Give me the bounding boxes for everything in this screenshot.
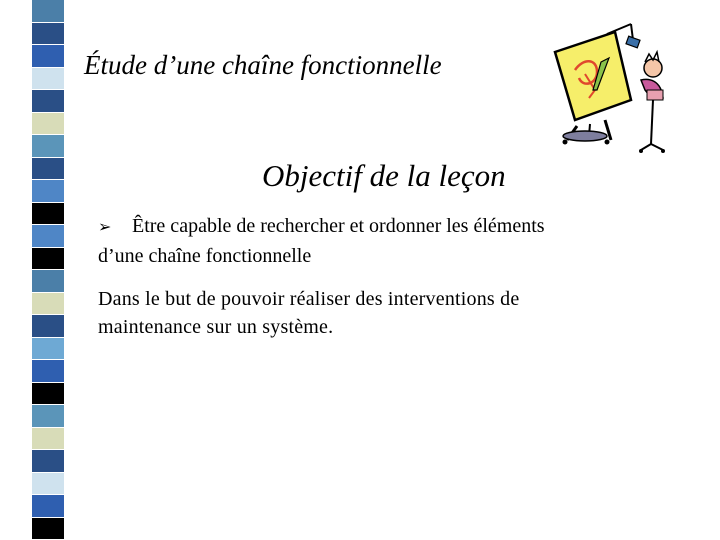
stripe-block [32, 495, 64, 517]
decorative-stripe [0, 0, 66, 540]
stripe-block [32, 203, 64, 225]
stripe-block [32, 90, 64, 112]
stripe-block [32, 473, 64, 495]
stripe-block [32, 0, 64, 22]
bullet-text-line-2: d’une chaîne fonctionnelle [98, 245, 312, 267]
stripe-block [32, 68, 64, 90]
teacher-at-easel-clipart-icon [545, 18, 675, 158]
stripe-block [32, 270, 64, 292]
stripe-block [32, 225, 64, 247]
stripe-block [32, 158, 64, 180]
slide-subtitle: Objectif de la leçon [262, 158, 506, 193]
stripe-block [32, 338, 64, 360]
stripe-block [32, 383, 64, 405]
stripe-block [32, 23, 64, 45]
slide-title: Étude d’une chaîne fonctionnelle [84, 50, 442, 80]
bullet-item [98, 212, 698, 270]
arrow-bullet-icon: ➢ [98, 219, 112, 236]
stripe-block [32, 315, 64, 337]
body-paragraph [98, 285, 698, 341]
stripe-block [32, 428, 64, 450]
stripe-block [32, 45, 64, 67]
stripe-block [32, 293, 64, 315]
stripe-block [32, 360, 64, 382]
stripe-block [32, 135, 64, 157]
stripe-block [32, 518, 64, 540]
stripe-block [32, 113, 64, 135]
paragraph-line-1: Dans le but de pouvoir réaliser des interventions de [98, 288, 520, 310]
paragraph-line-2: maintenance sur un système. [98, 316, 334, 338]
stripe-block [32, 405, 64, 427]
bullet-text-line-1: Être capable de rechercher et ordonner les éléments [132, 215, 545, 237]
stripe-block [32, 248, 64, 270]
stripe-block [32, 450, 64, 472]
stripe-block [32, 180, 64, 202]
